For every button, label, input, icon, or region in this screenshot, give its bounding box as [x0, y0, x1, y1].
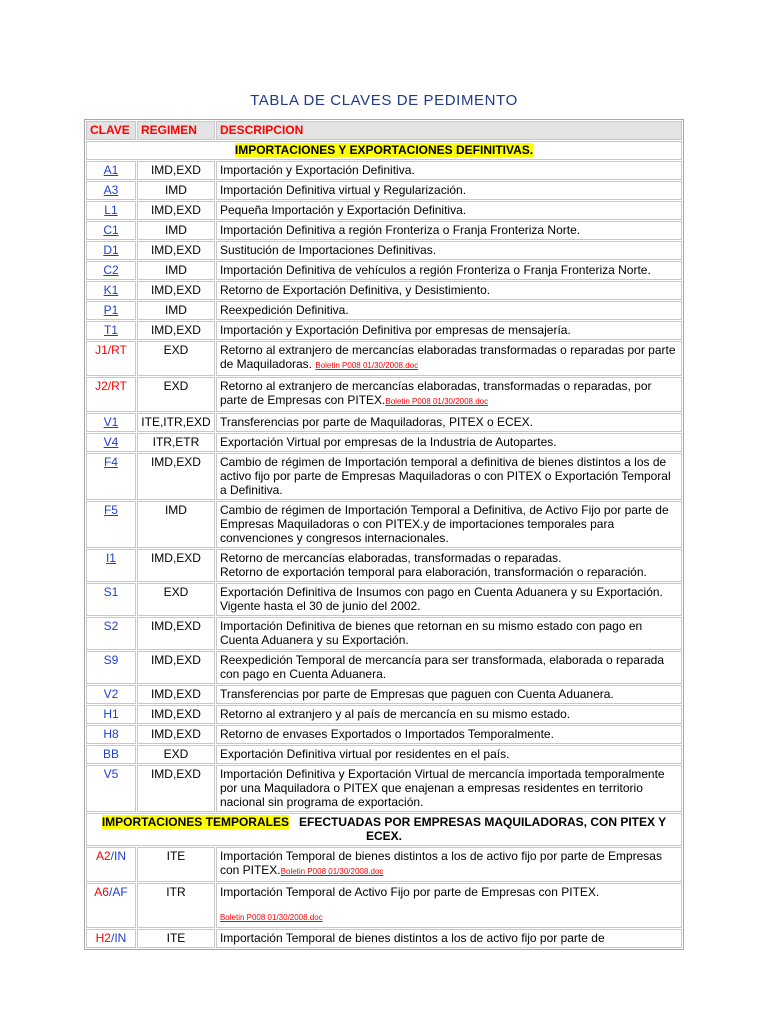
clave-text: S1: [103, 585, 119, 599]
regimen-cell: IMD: [137, 221, 215, 240]
clave-code: A6: [94, 885, 109, 899]
descripcion-cell: Pequeña Importación y Exportación Definitiva.: [216, 201, 682, 220]
table-row: [86, 321, 682, 340]
descripcion-cell: Exportación Definitiva virtual por residentes en el país.: [216, 745, 682, 764]
regimen-cell: IMD,EXD: [137, 281, 215, 300]
descripcion-cell: Importación Definitiva a región Fronteriza o Franja Fronteriza Norte.: [216, 221, 682, 240]
regimen-cell: IMD,EXD: [137, 241, 215, 260]
header-descripcion: DESCRIPCION: [216, 121, 682, 140]
table-row: [86, 705, 682, 724]
descripcion-cell: Sustitución de Importaciones Definitivas.: [216, 241, 682, 260]
descripcion-text: Importación Temporal de bienes distintos a los de activo fijo por parte de Empresas con PITEX.: [219, 849, 662, 877]
clave-link[interactable]: L1: [104, 203, 118, 217]
table-row: [86, 883, 682, 928]
descripcion-cell: Importación Definitiva de vehículos a región Fronteriza o Franja Fronteriza Norte.: [216, 261, 682, 280]
section-definitivas-title: IMPORTACIONES Y EXPORTACIONES DEFINITIVAS.: [234, 143, 534, 157]
section-temporales-cell: [86, 813, 682, 846]
descripcion-cell: Importación y Exportación Definitiva por empresas de mensajería.: [216, 321, 682, 340]
table-row: [86, 221, 682, 240]
clave-suffix: AF: [112, 885, 128, 899]
clave-link[interactable]: D1: [103, 243, 119, 257]
clave-text: H8: [103, 727, 119, 741]
table-row: [86, 725, 682, 744]
table-row: [86, 453, 682, 500]
clave-link[interactable]: A1: [103, 163, 119, 177]
table-row: [86, 301, 682, 320]
descripcion-cell: Retorno de envases Exportados o Importados Temporalmente.: [216, 725, 682, 744]
table-row: [86, 583, 682, 616]
header-regimen: REGIMEN: [137, 121, 215, 140]
regimen-cell: IMD,EXD: [137, 321, 215, 340]
regimen-cell: ITE,ITR,EXD: [137, 413, 215, 432]
descripcion-cell: [216, 847, 682, 882]
regimen-cell: IMD: [137, 181, 215, 200]
table-row: [86, 847, 682, 882]
regimen-cell: IMD: [137, 261, 215, 280]
clave-separator: /: [108, 885, 113, 899]
regimen-cell: EXD: [137, 745, 215, 764]
table-row: [86, 501, 682, 548]
clave-link[interactable]: V1: [103, 415, 119, 429]
clave-link[interactable]: K1: [103, 283, 119, 297]
header-clave: CLAVE: [86, 121, 136, 140]
claves-table: [84, 119, 684, 950]
descripcion-cell: Retorno de Exportación Definitiva, y Desistimiento.: [216, 281, 682, 300]
boletin-link[interactable]: Boletin P008 01/30/2008.doc: [385, 397, 489, 406]
descripcion-text-2: Retorno de exportación temporal para elaboración, transformación o reparación.: [219, 565, 647, 579]
table-row: [86, 433, 682, 452]
descripcion-cell: Importación Definitiva virtual y Regularización.: [216, 181, 682, 200]
clave-cell: [86, 883, 136, 928]
table-row: [86, 929, 682, 948]
regimen-cell: IMD,EXD: [137, 705, 215, 724]
table-row: [86, 745, 682, 764]
spacer: [220, 899, 678, 909]
descripcion-cell: Importación Temporal de bienes distintos a los de activo fijo por parte de: [216, 929, 682, 948]
clave-link[interactable]: P1: [103, 303, 119, 317]
clave-separator: /: [110, 849, 114, 863]
descripcion-cell: Reexpedición Temporal de mercancía para ser transformada, elaborada o reparada con pago en Cuenta Aduanera.: [216, 651, 682, 684]
clave-suffix: IN: [114, 931, 127, 945]
regimen-cell: IMD,EXD: [137, 453, 215, 500]
table-row: [86, 413, 682, 432]
descripcion-cell: Cambio de régimen de Importación temporal a definitiva de bienes distintos a los de activo fijo por parte de Empresas Maquiladoras o con PITEX o Exportación Temporal a Definitiva.: [216, 453, 682, 500]
descripcion-cell: Transferencias por parte de Maquiladoras, PITEX o ECEX.: [216, 413, 682, 432]
clave-text: S2: [103, 619, 119, 633]
clave-text: BB: [102, 747, 119, 761]
descripcion-cell: Importación Definitiva y Exportación Virtual de mercancía importada temporalmente por una Maquiladora o PITEX que enajenan a empresas residentes en territorio nacional sin programa de exportación.: [216, 765, 682, 812]
regimen-cell: IMD,EXD: [137, 651, 215, 684]
clave-separator: /: [110, 931, 115, 945]
page-title: TABLA DE CLAVES DE PEDIMENTO: [250, 92, 518, 109]
table-row: [86, 377, 682, 412]
descripcion-cell: Retorno al extranjero y al país de mercancía en su mismo estado.: [216, 705, 682, 724]
regimen-cell: ITE: [137, 847, 215, 882]
clave-link[interactable]: F5: [103, 503, 118, 517]
regimen-cell: ITR,ETR: [137, 433, 215, 452]
section-temporales-title: EFECTUADAS POR EMPRESAS MAQUILADORAS, CON PITEX Y ECEX.: [298, 815, 667, 843]
clave-link[interactable]: T1: [103, 323, 118, 337]
descripcion-text: Retorno al extranjero de mercancías elaboradas transformadas o reparadas por parte de Maquiladoras.: [219, 343, 676, 371]
regimen-cell: ITR: [137, 883, 215, 928]
table-header-row: [86, 121, 682, 140]
clave-link[interactable]: V4: [103, 435, 119, 449]
descripcion-cell: Exportación Definitiva de Insumos con pago en Cuenta Aduanera y su Exportación. Vigente hasta el 30 de junio del 2002.: [216, 583, 682, 616]
descripcion-cell: [216, 549, 682, 582]
descripcion-cell: Exportación Virtual por empresas de la Industria de Autopartes.: [216, 433, 682, 452]
descripcion-cell: [216, 377, 682, 412]
clave-link[interactable]: C2: [103, 263, 119, 277]
section-definitivas-row: [86, 141, 682, 160]
boletin-link[interactable]: Boletin P008 01/30/2008.doc: [315, 361, 419, 370]
table-row: [86, 181, 682, 200]
section-temporales-row: [86, 813, 682, 846]
table-row: [86, 617, 682, 650]
table-row: [86, 341, 682, 376]
clave-text: J1/RT: [95, 343, 127, 357]
descripcion-text: Retorno de mercancías elaboradas, transformadas o reparadas.: [219, 551, 562, 565]
regimen-cell: IMD: [137, 501, 215, 548]
clave-cell: [86, 929, 136, 948]
regimen-cell: IMD,EXD: [137, 549, 215, 582]
regimen-cell: IMD,EXD: [137, 765, 215, 812]
regimen-cell: IMD,EXD: [137, 617, 215, 650]
descripcion-cell: Cambio de régimen de Importación Temporal a Definitiva, de Activo Fijo por parte de Empresas Maquiladoras o con PITEX.y de importaciones temporales para convenciones y congresos internacionales.: [216, 501, 682, 548]
boletin-link[interactable]: Boletin P008 01/30/2008.doc: [219, 913, 323, 922]
clave-suffix: IN: [114, 849, 126, 863]
regimen-cell: EXD: [137, 341, 215, 376]
regimen-cell: IMD: [137, 301, 215, 320]
table-row: [86, 549, 682, 582]
clave-cell: [86, 847, 136, 882]
regimen-cell: ITE: [137, 929, 215, 948]
clave-text: V2: [103, 687, 119, 701]
table-row: [86, 281, 682, 300]
descripcion-cell: [216, 883, 682, 928]
table-row: [86, 161, 682, 180]
descripcion-cell: [216, 341, 682, 376]
descripcion-text: Retorno al extranjero de mercancías elaboradas, transformadas o reparadas, por parte de Empresas con PITEX.: [219, 379, 652, 407]
clave-text: V5: [103, 767, 119, 781]
clave-link[interactable]: C1: [103, 223, 119, 237]
regimen-cell: IMD,EXD: [137, 161, 215, 180]
regimen-cell: IMD,EXD: [137, 201, 215, 220]
table-row: [86, 201, 682, 220]
boletin-link[interactable]: Boletin P008 01/30/2008.doc: [280, 867, 384, 876]
regimen-cell: EXD: [137, 377, 215, 412]
table-row: [86, 261, 682, 280]
table-row: [86, 765, 682, 812]
clave-link[interactable]: A3: [103, 183, 119, 197]
clave-code: H2: [95, 931, 111, 945]
clave-link[interactable]: F4: [103, 455, 118, 469]
section-definitivas-cell: [86, 141, 682, 160]
descripcion-text: Importación Temporal de Activo Fijo por parte de Empresas con PITEX.: [219, 885, 600, 899]
regimen-cell: IMD,EXD: [137, 685, 215, 704]
table-row: [86, 651, 682, 684]
clave-text: J2/RT: [95, 379, 127, 393]
descripcion-cell: Transferencias por parte de Empresas que paguen con Cuenta Aduanera.: [216, 685, 682, 704]
regimen-cell: IMD,EXD: [137, 725, 215, 744]
descripcion-cell: Reexpedición Definitiva.: [216, 301, 682, 320]
regimen-cell: EXD: [137, 583, 215, 616]
descripcion-cell: Importación Definitiva de bienes que retornan en su mismo estado con pago en Cuenta Aduanera y su Exportación.: [216, 617, 682, 650]
table-row: [86, 241, 682, 260]
clave-code: A2: [95, 849, 111, 863]
clave-text: S9: [103, 653, 119, 667]
clave-link[interactable]: I1: [105, 551, 116, 565]
section-temporales-highlight: IMPORTACIONES TEMPORALES: [101, 815, 289, 829]
clave-text: H1: [103, 707, 119, 721]
table-row: [86, 685, 682, 704]
descripcion-cell: Importación y Exportación Definitiva.: [216, 161, 682, 180]
